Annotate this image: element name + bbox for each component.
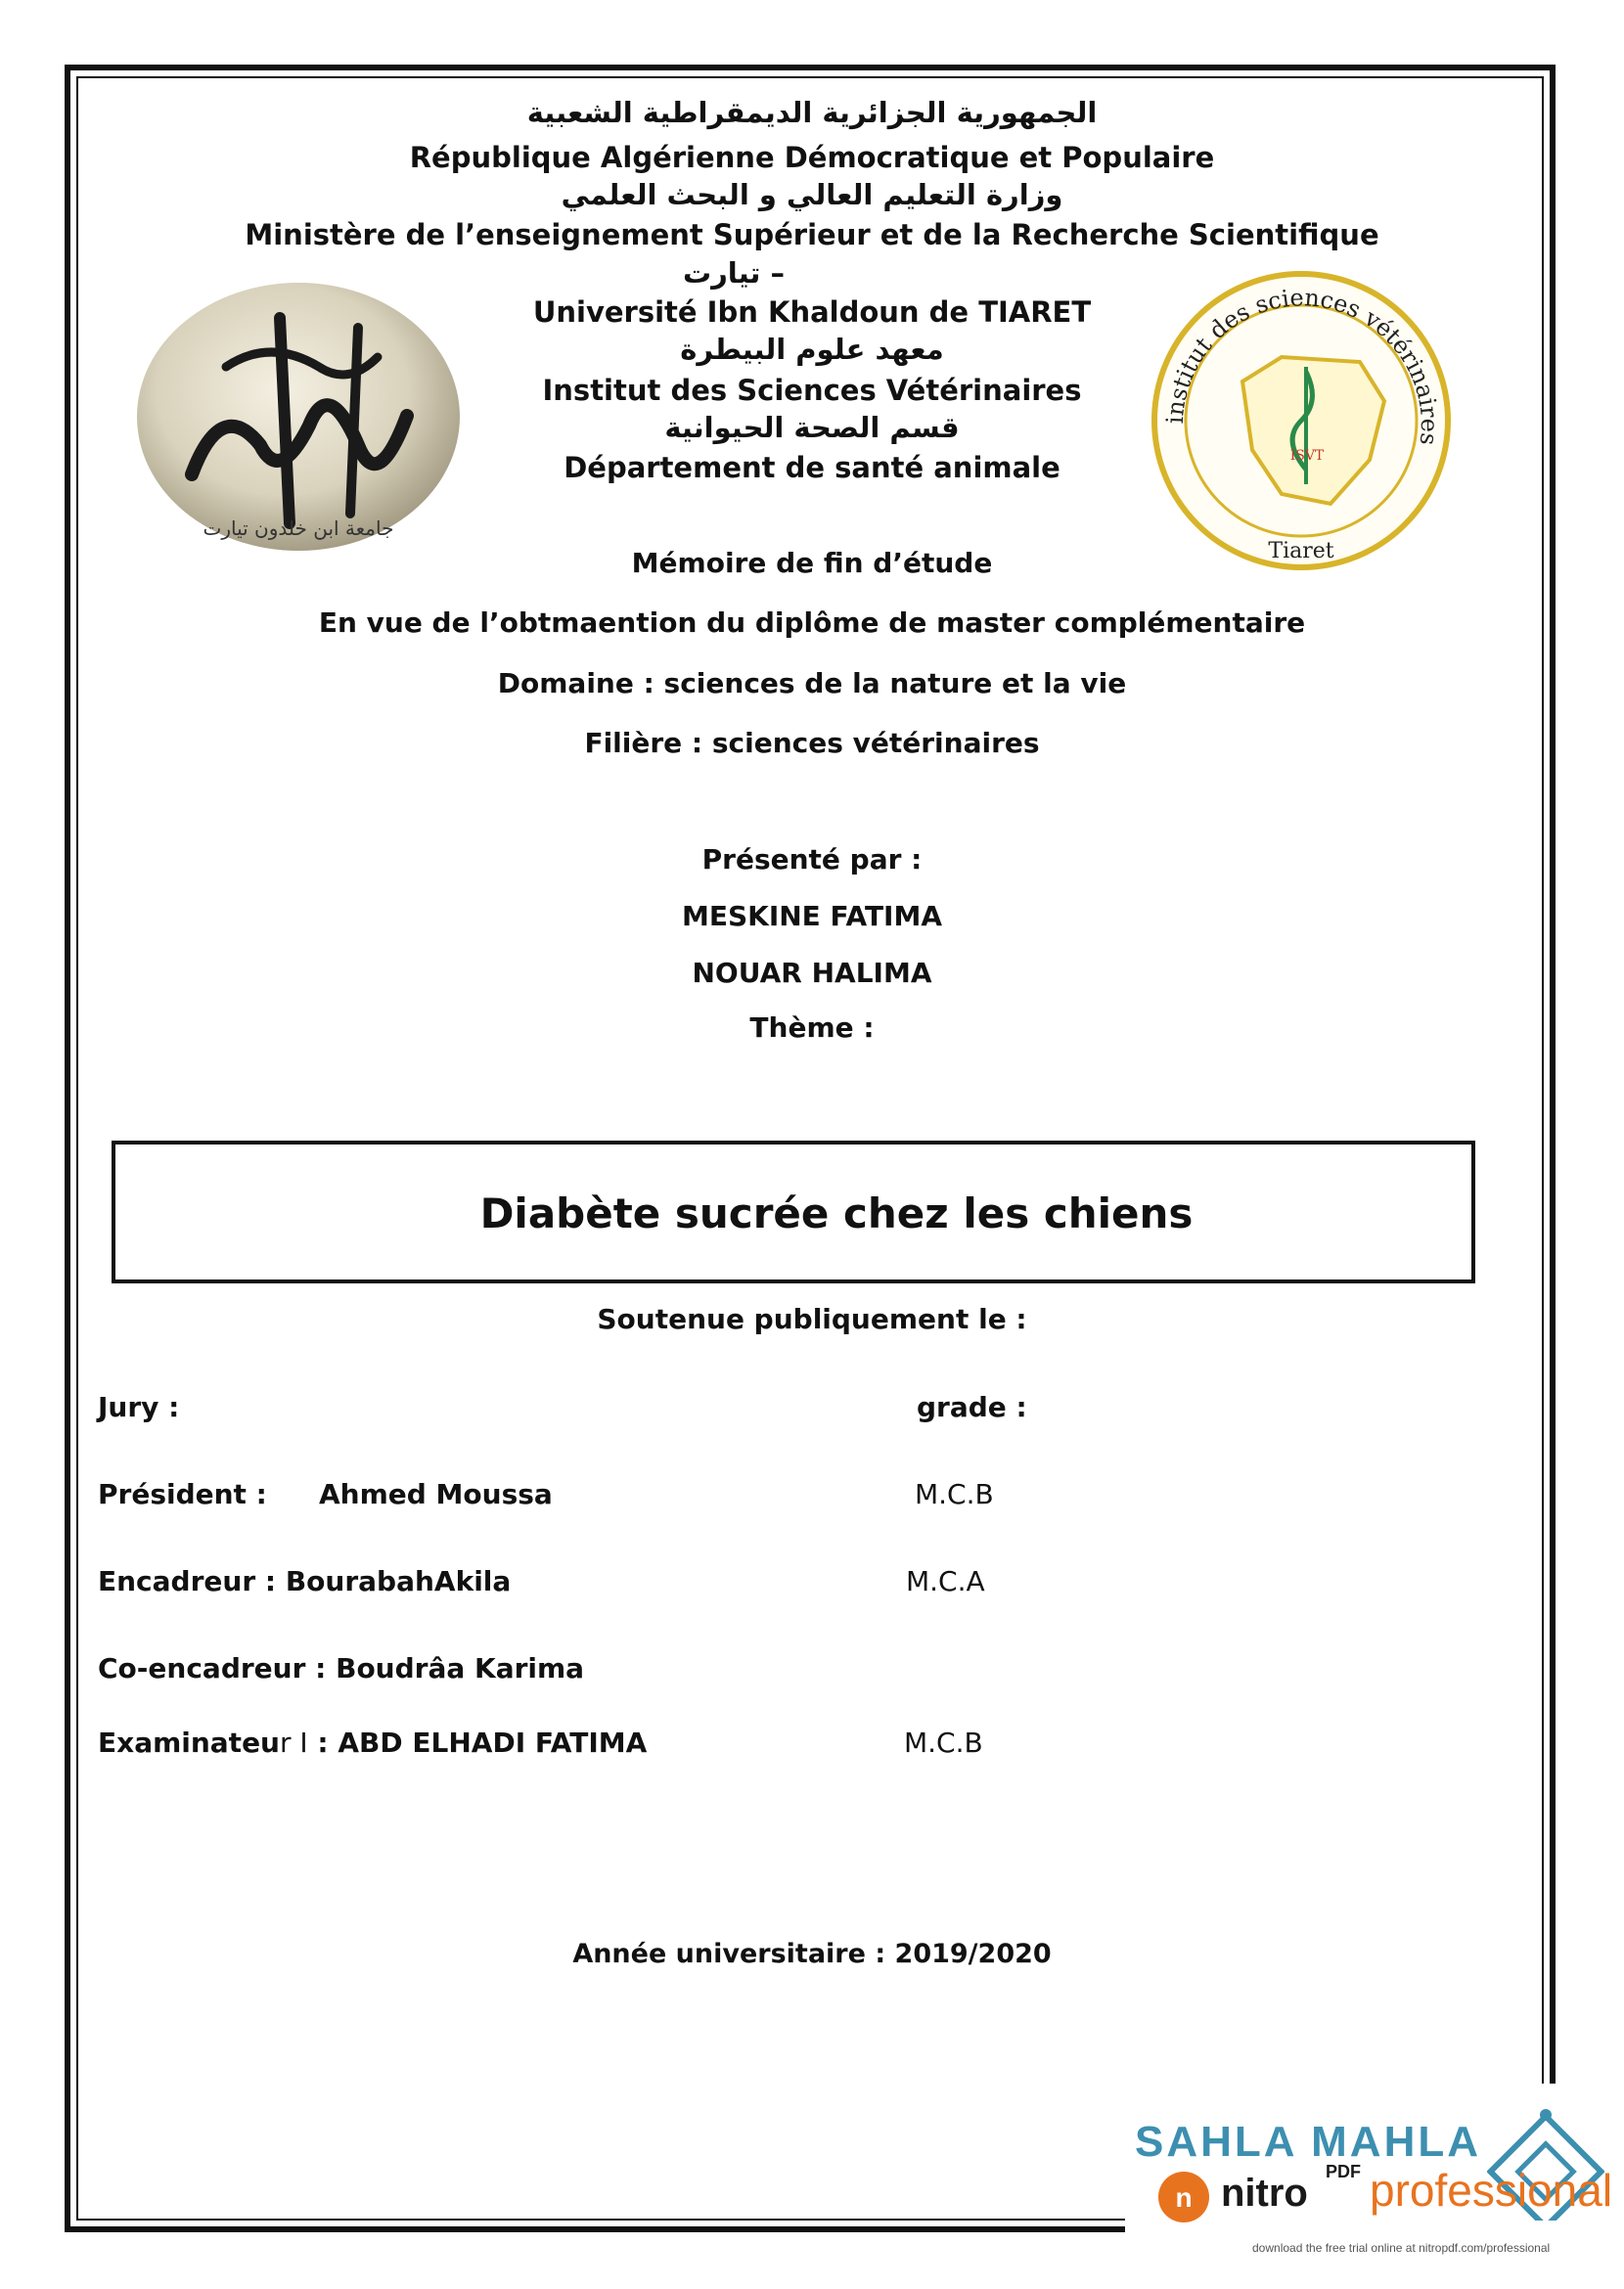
co-supervisor: Co-encadreur : Boudrâa Karima: [98, 1652, 585, 1684]
memoir-domain: Domaine : sciences de la nature et la vie: [497, 667, 1127, 699]
examiner-label-b: r: [280, 1727, 292, 1759]
french-ministry: Ministère de l’enseignement Supérieur et de la Recherche Scientifique: [245, 218, 1379, 251]
jury-label: Jury :: [98, 1391, 180, 1423]
president-grade: M.C.B: [915, 1478, 994, 1510]
arabic-city: – تيارت: [682, 256, 786, 290]
university-logo: [133, 279, 464, 555]
author-2: NOUAR HALIMA: [692, 957, 932, 989]
defense-label: Soutenue publiquement le :: [597, 1303, 1027, 1335]
watermark-nitro: nitro: [1221, 2172, 1308, 2215]
french-university: Université Ibn Khaldoun de TIARET: [532, 295, 1092, 329]
institute-logo: [1135, 264, 1467, 577]
theme-label: Thème :: [749, 1011, 875, 1044]
university-logo-text: جامعة ابن خلدون تيارت: [203, 516, 394, 540]
grade-label: grade :: [917, 1391, 1027, 1423]
memoir-field: Filière : sciences vétérinaires: [584, 727, 1040, 759]
watermark-trial: download the free trial online at nitropdf.com/professional: [1252, 2241, 1551, 2255]
watermark-pdf: PDF: [1326, 2162, 1361, 2181]
arabic-institute: معهد علوم البيطرة: [680, 333, 944, 366]
watermark-professional: professional: [1370, 2165, 1613, 2216]
institute-logo-ring-text: institut des sciences vétérinaires: [1160, 284, 1444, 447]
examiner-rest: : ABD ELHADI FATIMA: [307, 1727, 648, 1759]
theme-title: Diabète sucrée chez les chiens: [479, 1189, 1194, 1237]
supervisor: Encadreur : BourabahAkila: [98, 1565, 512, 1597]
institute-logo-center-text: ISVT: [1289, 448, 1325, 464]
memoir-goal: En vue de l’obtmaention du diplôme de master complémentaire: [318, 606, 1306, 639]
arabic-department: قسم الصحة الحيوانية: [664, 411, 960, 444]
theme-box: [112, 1141, 1475, 1283]
president-label: Président :: [98, 1478, 267, 1510]
institute-logo-bottom-text: Tiaret: [1268, 539, 1334, 563]
examiner-label-c: I: [291, 1727, 308, 1759]
arabic-ministry: وزارة التعليم العالي و البحث العلمي: [561, 178, 1063, 211]
presented-label: Présenté par :: [701, 843, 923, 875]
examiner-label-a: Examinateu: [98, 1727, 280, 1759]
french-department: Département de santé animale: [564, 451, 1060, 484]
academic-year: Année universitaire : 2019/2020: [572, 1939, 1052, 1969]
french-institute: Institut des Sciences Vétérinaires: [542, 374, 1082, 407]
french-republic: République Algérienne Démocratique et Populaire: [409, 141, 1215, 174]
memoir-title: Mémoire de fin d’étude: [631, 547, 993, 579]
examiner: [98, 1727, 647, 1759]
svg-text:n: n: [1175, 2182, 1193, 2213]
examiner-grade: M.C.B: [904, 1727, 983, 1759]
arabic-republic: الجمهورية الجزائرية الديمقراطية الشعبية: [526, 96, 1098, 129]
supervisor-grade: M.C.A: [906, 1565, 985, 1597]
watermark-brand: SAHLA MAHLA: [1135, 2118, 1481, 2166]
nitro-logo-icon: [1156, 2170, 1211, 2224]
president-name: Ahmed Moussa: [319, 1478, 553, 1510]
author-1: MESKINE FATIMA: [681, 900, 943, 932]
